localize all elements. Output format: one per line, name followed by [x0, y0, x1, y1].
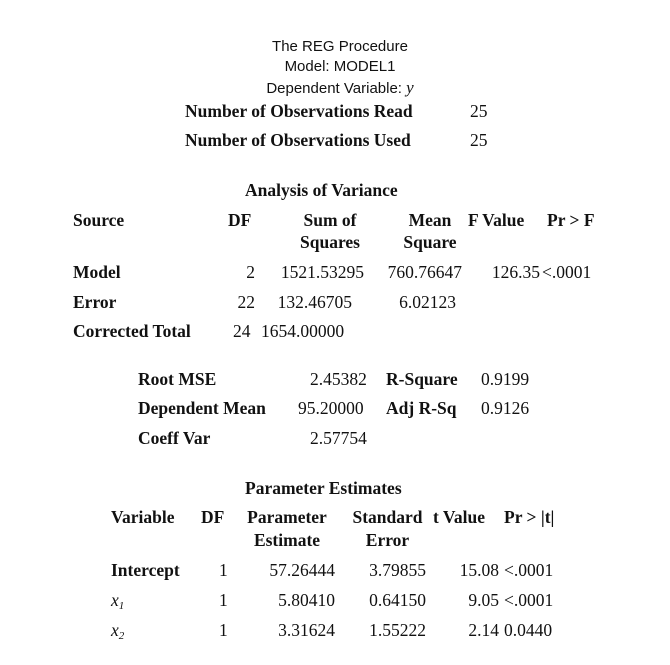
- anova-header-f: F Value: [468, 210, 525, 230]
- params-header-se-line1: Standard: [352, 507, 423, 527]
- root-mse-value: 2.45382: [310, 369, 367, 389]
- anova-header-ms-line1: Mean: [408, 210, 452, 230]
- anova-ss-error: 132.46705: [277, 292, 352, 312]
- anova-header-p: Pr > F: [547, 210, 595, 230]
- anova-header-source: Source: [73, 210, 125, 230]
- obs-read-value: 25: [470, 101, 488, 121]
- param-t-intercept: 15.08: [459, 560, 499, 580]
- anova-df-corrected-total: 24: [233, 321, 251, 341]
- anova-df-model: 2: [246, 262, 255, 282]
- param-variable-intercept: Intercept: [111, 560, 180, 580]
- anova-ss-corrected-total: 1654.00000: [261, 321, 345, 341]
- dependent-variable-name: y: [406, 78, 414, 97]
- anova-ss-model: 1521.53295: [280, 262, 364, 282]
- coeff-var-label: Coeff Var: [138, 428, 211, 448]
- param-variable-x2-subscript: 2: [118, 630, 125, 642]
- param-estimate-x2: 3.31624: [278, 620, 335, 640]
- dependent-mean-value: 95.20000: [298, 398, 364, 418]
- obs-used-label: Number of Observations Used: [185, 130, 411, 150]
- anova-source-model: Model: [73, 262, 121, 282]
- anova-ms-error: 6.02123: [399, 292, 456, 312]
- obs-used-value: 25: [470, 130, 488, 150]
- param-df-intercept: 1: [219, 560, 228, 580]
- params-header-estimate-line1: Parameter: [247, 507, 327, 527]
- anova-source-corrected-total: Corrected Total: [73, 321, 191, 341]
- param-se-x1: 0.64150: [369, 590, 426, 610]
- dependent-variable-line: [200, 78, 480, 98]
- param-p-x1: <.0001: [504, 590, 554, 610]
- coeff-var-value: 2.57754: [310, 428, 367, 448]
- anova-df-error: 22: [237, 292, 255, 312]
- param-p-intercept: <.0001: [504, 560, 554, 580]
- params-header-se-line2: Error: [365, 530, 410, 550]
- param-se-intercept: 3.79855: [369, 560, 426, 580]
- param-t-x2: 2.14: [468, 620, 499, 640]
- anova-title: Analysis of Variance: [245, 180, 398, 200]
- r-square-label: R-Square: [386, 369, 458, 389]
- param-df-x2: 1: [219, 620, 228, 640]
- param-se-x2: 1.55222: [369, 620, 426, 640]
- param-variable-x1: [111, 590, 124, 612]
- param-t-x1: 9.05: [468, 590, 499, 610]
- anova-header-ms-line2: Square: [403, 232, 457, 252]
- param-variable-x1-subscript: 1: [118, 600, 125, 612]
- procedure-title: The REG Procedure: [272, 38, 408, 55]
- dependent-mean-label: Dependent Mean: [138, 398, 266, 418]
- adj-r-sq-value: 0.9126: [481, 398, 530, 418]
- params-header-df: DF: [201, 507, 225, 527]
- param-p-x2: 0.0440: [504, 620, 553, 640]
- params-header-variable: Variable: [111, 507, 175, 527]
- anova-f-model: 126.35: [491, 262, 540, 282]
- params-header-t: t Value: [433, 507, 486, 527]
- obs-read-label: Number of Observations Read: [185, 101, 413, 121]
- params-title: Parameter Estimates: [245, 478, 402, 498]
- anova-header-df: DF: [228, 210, 252, 230]
- anova-header-ss-line2: Squares: [300, 232, 360, 252]
- dependent-variable-prefix: Dependent Variable:: [266, 80, 407, 97]
- root-mse-label: Root MSE: [138, 369, 217, 389]
- anova-p-model: <.0001: [542, 262, 592, 282]
- param-estimate-x1: 5.80410: [278, 590, 335, 610]
- adj-r-sq-label: Adj R-Sq: [386, 398, 457, 418]
- param-estimate-intercept: 57.26444: [269, 560, 335, 580]
- anova-ms-model: 760.76647: [387, 262, 462, 282]
- param-df-x1: 1: [219, 590, 228, 610]
- r-square-value: 0.9199: [481, 369, 530, 389]
- anova-header-ss-line1: Sum of: [303, 210, 357, 230]
- param-variable-x2-base: x: [111, 620, 119, 640]
- params-header-p: Pr > |t|: [504, 507, 555, 527]
- param-variable-x1-base: x: [111, 590, 119, 610]
- anova-source-error: Error: [73, 292, 117, 312]
- model-label: Model: MODEL1: [284, 58, 396, 75]
- params-header-estimate-line2: Estimate: [253, 530, 321, 550]
- param-variable-x2: [111, 620, 124, 642]
